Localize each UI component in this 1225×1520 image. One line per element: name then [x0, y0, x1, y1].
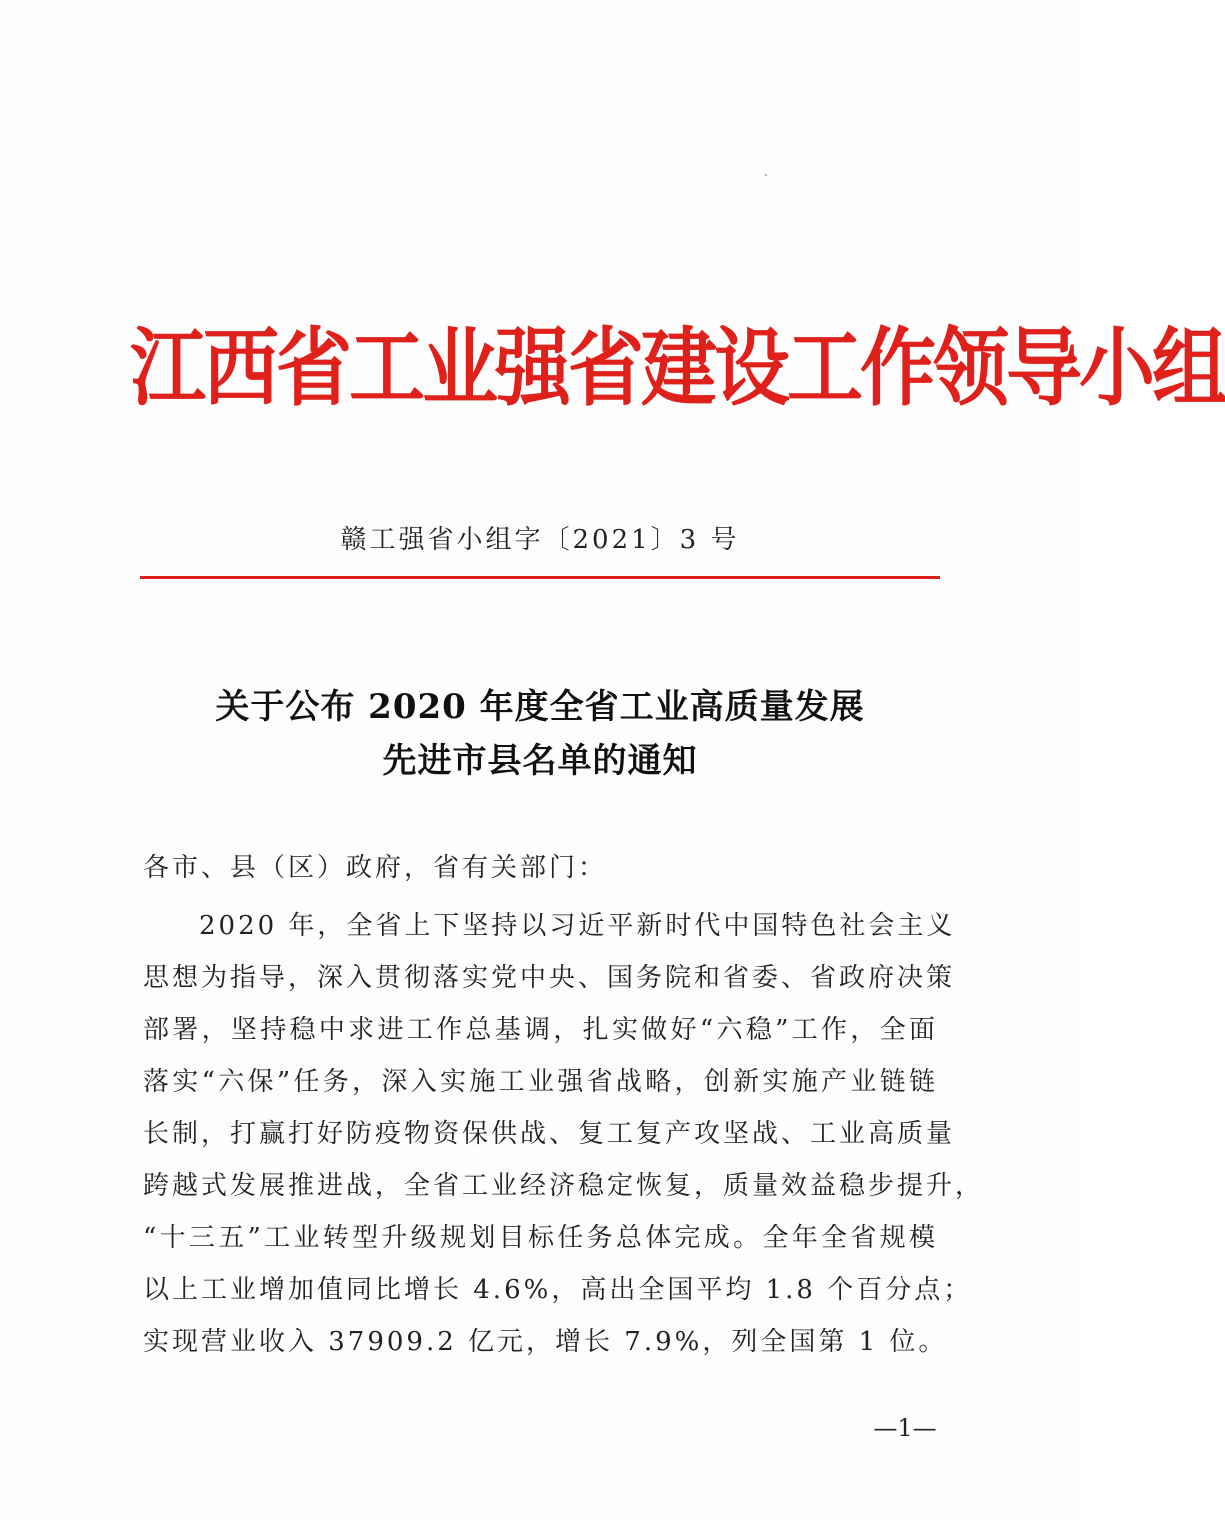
body-line: 2020 年，全省上下坚持以习近平新时代中国特色社会主义	[199, 911, 956, 941]
body-line: 以上工业增加值同比增长 4.6%，高出全国平均 1.8 个百分点；	[143, 1275, 973, 1305]
body-line: 部署，坚持稳中求进工作总基调，扎实做好“六稳”工作，全面	[143, 1015, 938, 1045]
body-line: 跨越式发展推进战，全省工业经济稳定恢复，质量效益稳步提升，	[143, 1171, 985, 1201]
body-paragraph	[143, 900, 985, 1368]
body-line: 思想为指导，深入贯彻落实党中央、国务院和省委、省政府决策	[143, 963, 956, 993]
body-line: 实现营业收入 37909.2 亿元，增长 7.9%，列全国第 1 位。	[143, 1327, 948, 1357]
issuing-authority-masthead: 江西省工业强省建设工作领导小组	[130, 318, 1225, 418]
body-line: “十三五”工业转型升级规划目标任务总体完成。全年全省规模	[143, 1223, 938, 1253]
body-line: 落实“六保”任务，深入实施工业强省战略，创新实施产业链链	[143, 1067, 938, 1097]
document-title	[120, 680, 960, 788]
salutation: 各市、县（区）政府，省有关部门：	[143, 853, 608, 883]
red-separator-rule	[140, 576, 940, 579]
document-title-line-2: 先进市县名单的通知	[382, 741, 698, 781]
document-title-line-1: 关于公布 2020 年度全省工业高质量发展	[215, 687, 865, 727]
scan-speck	[765, 174, 767, 176]
document-number: 赣工强省小组字〔2021〕3 号	[340, 525, 740, 555]
page-number: —1—	[873, 1414, 937, 1442]
body-line: 长制，打赢打好防疫物资保供战、复工复产攻坚战、工业高质量	[143, 1119, 956, 1149]
